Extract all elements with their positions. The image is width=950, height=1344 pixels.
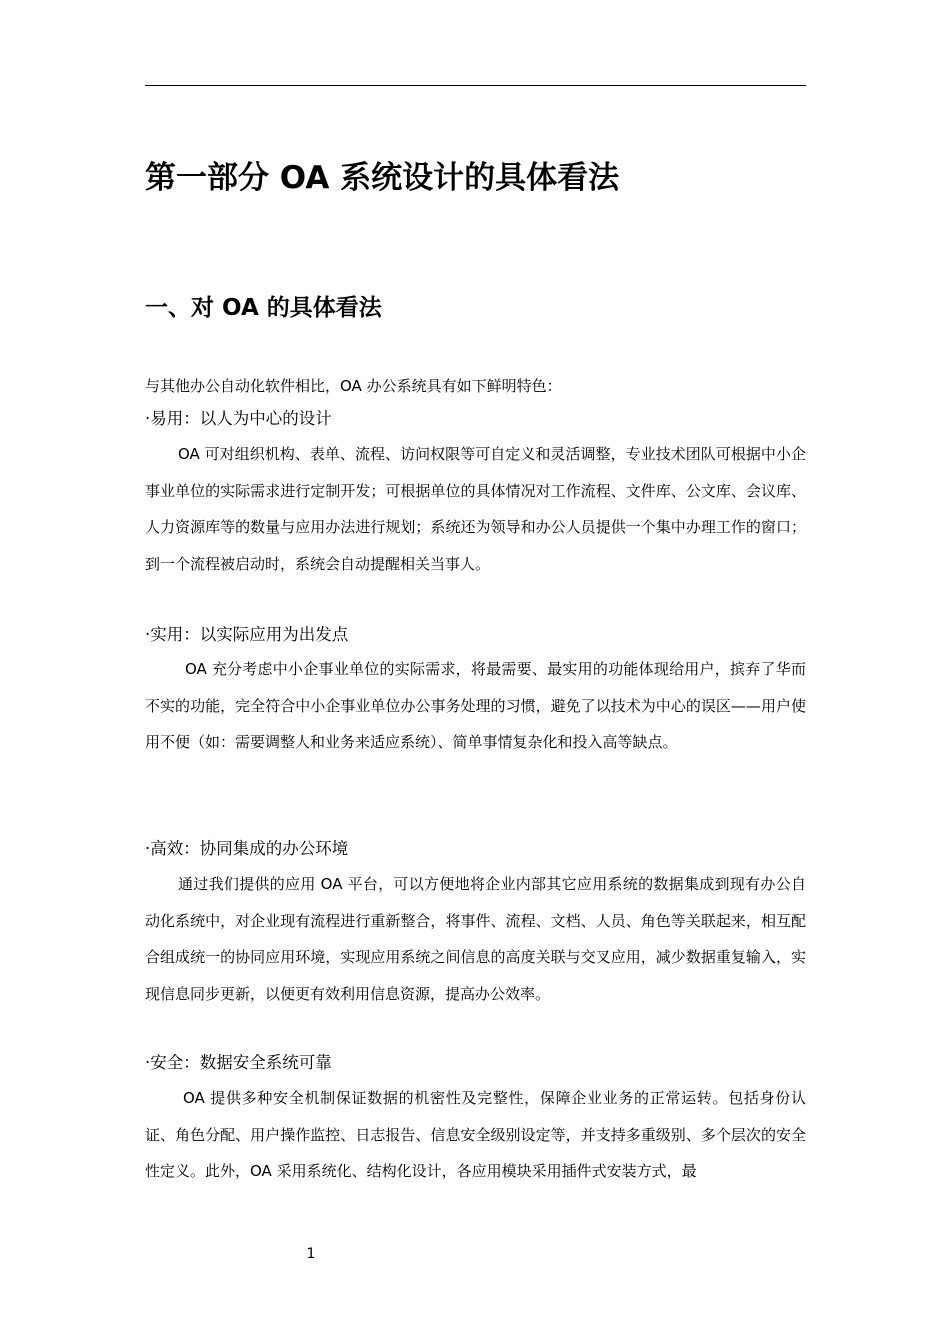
- page-number: 1: [306, 1246, 316, 1262]
- feature-heading-efficiency: ·高效：协同集成的办公环境: [145, 839, 349, 858]
- page-title: 第一部分 OA 系统设计的具体看法: [145, 160, 620, 196]
- header-rule: [145, 85, 806, 86]
- intro-paragraph: 与其他办公自动化软件相比，OA 办公系统具有如下鲜明特色：: [145, 377, 562, 395]
- section-title: 一、对 OA 的具体看法: [145, 295, 382, 321]
- feature-body-practicality: OA 充分考虑中小企事业单位的实际需求，将最需要、最实用的功能体现给用户，摈弃了华而不实的功能，完全符合中小企事业单位办公事务处理的习惯，避免了以技术为中心的误区——用户使用不便（如：需要调整人和业务来适应系统）、简单事情复杂化和投入高等缺点。: [145, 660, 806, 751]
- feature-heading-security: ·安全：数据安全系统可靠: [145, 1053, 332, 1072]
- feature-body-security: OA 提供多种安全机制保证数据的机密性及完整性，保障企业业务的正常运转。包括身份认证、角色分配、用户操作监控、日志报告、信息安全级别设定等，并支持多重级别、多个层次的安全性定义。此外，OA 采用系统化、结构化设计，各应用模块采用插件式安装方式，最: [145, 1089, 806, 1180]
- feature-heading-practicality: ·实用：以实际应用为出发点: [145, 625, 349, 644]
- feature-body-usability: OA 可对组织机构、表单、流程、访问权限等可自定义和灵活调整，专业技术团队可根据中小企事业单位的实际需求进行定制开发；可根据单位的具体情况对工作流程、文件库、公文库、会议库、人力资源库等的数量与应用办法进行规划；系统还为领导和办公人员提供一个集中办理工作的窗口；到一个流程被启动时，系统会自动提醒相关当事人。: [145, 445, 806, 573]
- feature-body-efficiency: 通过我们提供的应用 OA 平台，可以方便地将企业内部其它应用系统的数据集成到现有办公自动化系统中，对企业现有流程进行重新整合，将事件、流程、文档、人员、角色等关联起来，相互配合组成统一的协同应用环境，实现应用系统之间信息的高度关联与交叉应用，减少数据重复输入，实现信息同步更新，以便更有效利用信息资源，提高办公效率。: [145, 875, 806, 1003]
- feature-heading-usability: ·易用：以人为中心的设计: [145, 409, 332, 428]
